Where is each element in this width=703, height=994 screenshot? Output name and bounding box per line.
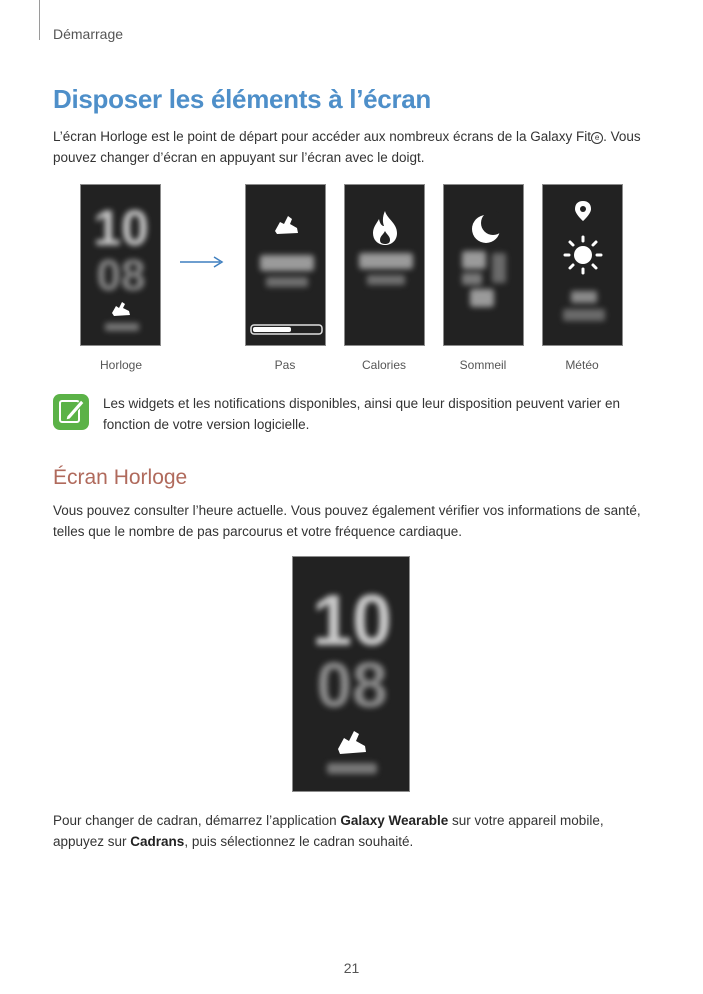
section-header: Démarrage <box>53 26 124 42</box>
location-pin-icon <box>575 201 591 221</box>
shoe-icon <box>112 302 130 316</box>
screen-horloge-large <box>292 556 410 792</box>
screen-calories <box>344 184 425 346</box>
clock-minute-text: 08 <box>96 251 146 300</box>
caption-horloge: Horloge <box>99 358 143 372</box>
shoe-icon <box>338 731 366 754</box>
screen-pas <box>245 184 326 346</box>
registered-letter: e <box>594 133 600 142</box>
caption-calories: Calories <box>361 358 406 372</box>
footer-text-1: Pour changer de cadran, démarrez l’application <box>53 813 341 828</box>
intro-paragraph <box>53 126 653 168</box>
flame-icon <box>373 211 397 245</box>
note-text: Les widgets et les notifications disponibles, ainsi que leur disposition peuvent varier en fonction de votre version logicielle. <box>103 396 621 432</box>
caption-sommeil: Sommeil <box>459 358 507 372</box>
page-title: Disposer les éléments à l’écran <box>53 84 432 114</box>
screen-sommeil <box>443 184 524 346</box>
clock-minute-text-large: 08 <box>316 649 388 721</box>
clock-hour-text: 10 <box>93 200 149 256</box>
intro-tail: . Vous pouvez changer d’écran en appuyant sur l’écran avec le doigt. <box>53 129 641 165</box>
section-body: Vous pouvez consulter l’heure actuelle. Vous pouvez également vérifier vos informations de santé, telles que le nombre de pas parcourus et votre fréquence cardiaque. <box>53 503 641 539</box>
moon-icon <box>472 211 505 243</box>
intro-text: L’écran Horloge est le point de départ pour accéder aux nombreux écrans de la Galaxy Fit <box>53 129 592 144</box>
footer-text-3: , puis sélectionnez le cadran souhaité. <box>184 834 414 849</box>
sun-icon <box>565 237 601 273</box>
note-icon <box>53 394 89 430</box>
steps-progress-fill <box>253 327 291 332</box>
screen-meteo <box>542 184 623 346</box>
footer-paragraph <box>53 810 653 852</box>
screen-horloge <box>80 184 161 346</box>
caption-pas: Pas <box>274 358 296 372</box>
section-title: Écran Horloge <box>53 466 188 489</box>
footer-text-2: sur votre appareil mobile, appuyez sur <box>53 813 604 849</box>
caption-meteo: Météo <box>565 358 599 372</box>
shoe-icon <box>275 216 298 234</box>
page-number: 21 <box>343 960 360 976</box>
registered-symbol <box>591 132 603 144</box>
cadrans-label: Cadrans <box>130 834 185 849</box>
header-rule <box>39 0 40 40</box>
clock-hour-text-large: 10 <box>311 581 393 661</box>
arrow-icon <box>178 254 226 270</box>
app-name: Galaxy Wearable <box>340 813 449 828</box>
